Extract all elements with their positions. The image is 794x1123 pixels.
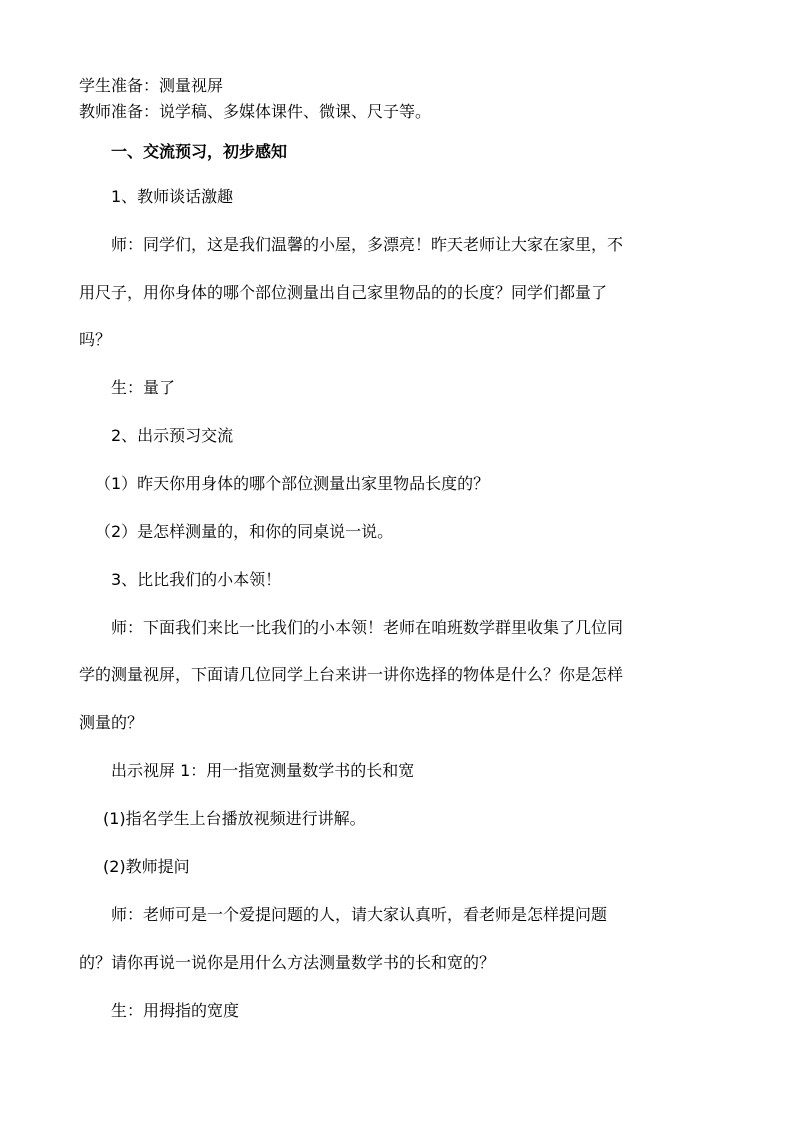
list-item: (1)指名学生上台播放视频进行讲解。: [103, 809, 366, 828]
video-display-line: 出示视屏 1：用一指宽测量数学书的长和宽: [111, 761, 415, 780]
section-heading: 一、交流预习，初步感知: [111, 142, 288, 161]
paragraph-line: 测量的？: [79, 713, 144, 732]
student-reply-line: 生：量了: [111, 378, 176, 397]
student-preparation-line: 学生准备：测量视屏: [79, 76, 224, 95]
student-reply-line: 生：用拇指的宽度: [111, 1001, 240, 1020]
paragraph-line: 师：下面我们来比一比我们的小本领！老师在咱班数学群里收集了几位同: [111, 618, 624, 637]
subsection-heading-1: 1、教师谈话激趣: [111, 187, 234, 206]
list-item: （2）是怎样测量的，和你的同桌说一说。: [95, 522, 394, 541]
list-item: (2)教师提问: [103, 857, 190, 876]
subsection-heading-3: 3、比比我们的小本领！: [111, 570, 282, 589]
subsection-heading-2: 2、出示预习交流: [111, 426, 234, 445]
paragraph-line: 师：老师可是一个爱提问题的人，请大家认真听，看老师是怎样提问题: [111, 905, 608, 924]
teacher-preparation-line: 教师准备：说学稿、多媒体课件、微课、尺子等。: [79, 102, 432, 121]
paragraph-line: 用尺子，用你身体的哪个部位测量出自己家里物品的的长度？同学们都量了: [79, 283, 608, 302]
list-item: （1）昨天你用身体的哪个部位测量出家里物品长度的？: [95, 474, 490, 493]
paragraph-line: 师：同学们，这是我们温馨的小屋，多漂亮！昨天老师让大家在家里，不: [111, 235, 624, 254]
paragraph-line: 吗？: [79, 330, 112, 349]
paragraph-line: 学的测量视屏，下面请几位同学上台来讲一讲你选择的物体是什么？你是怎样: [79, 665, 624, 684]
paragraph-line: 的？请你再说一说你是用什么方法测量数学书的长和宽的？: [79, 953, 496, 972]
